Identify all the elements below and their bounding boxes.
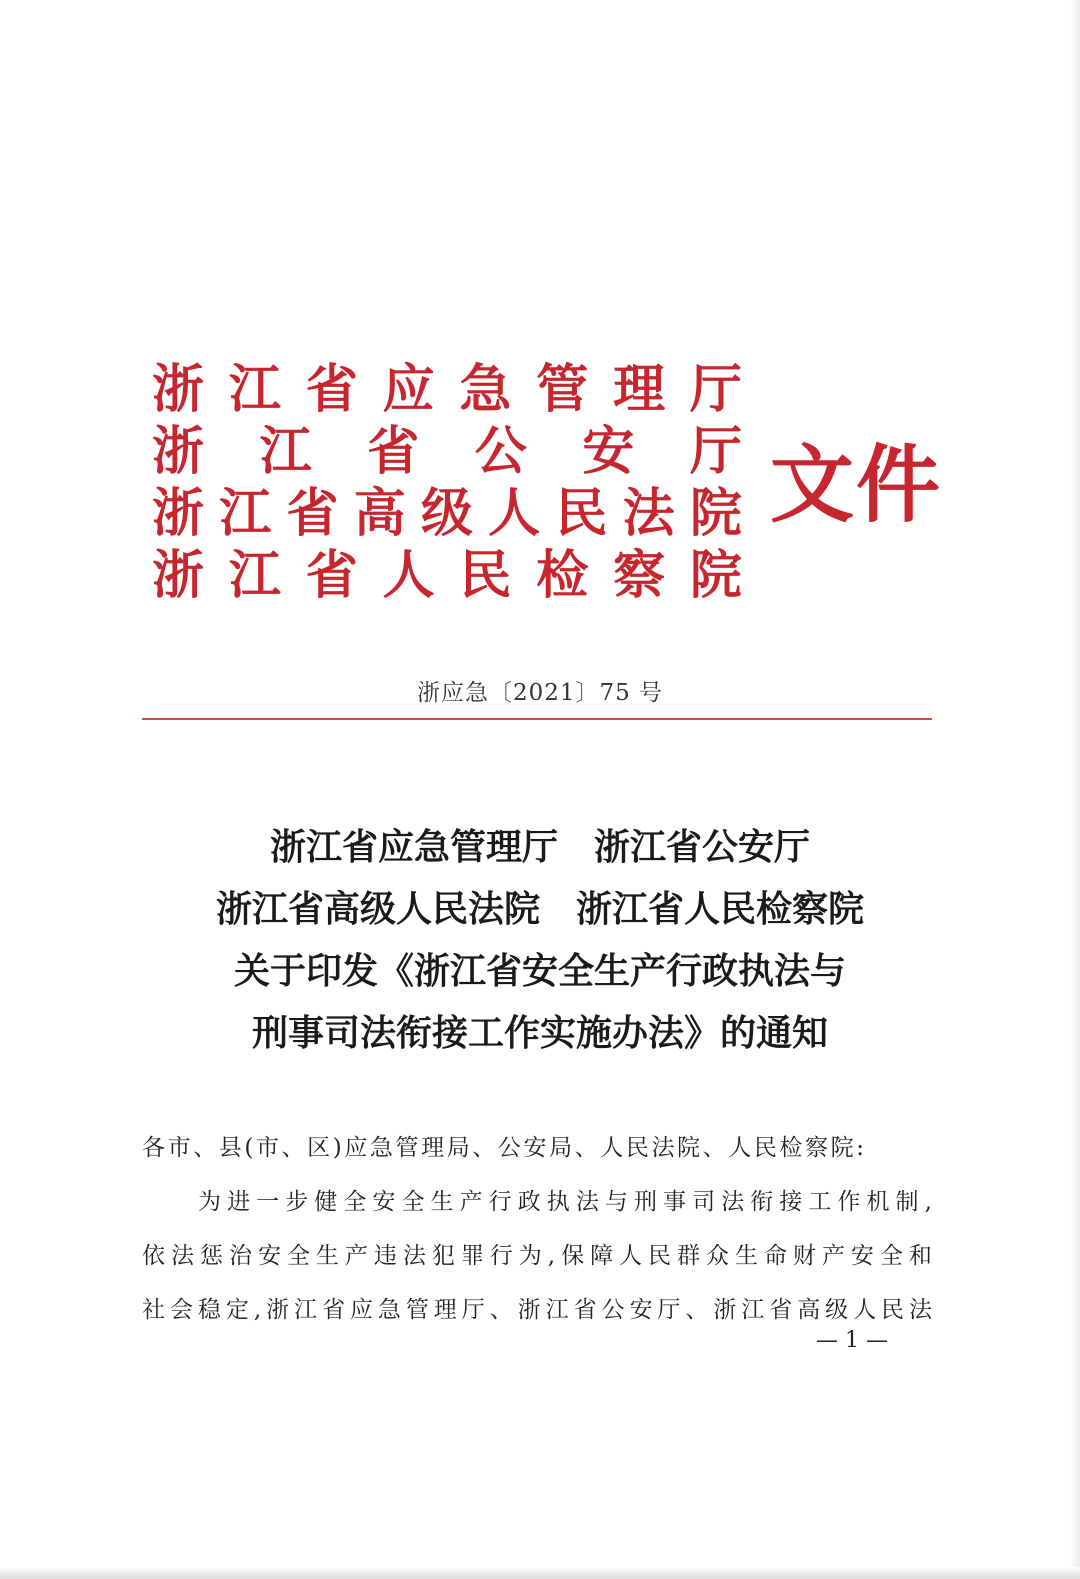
- agency-char: 安: [582, 421, 635, 482]
- agency-char: 察: [613, 545, 666, 606]
- body-char: 急: [369, 1135, 393, 1161]
- body-char: 、: [702, 1135, 726, 1161]
- body-char: 管: [395, 1135, 419, 1161]
- body-char: 稳: [197, 1297, 221, 1323]
- agency-char: 浙: [152, 359, 205, 420]
- body-char: 障: [590, 1243, 614, 1269]
- body-char: 制: [895, 1189, 919, 1215]
- body-char: ): [332, 1135, 342, 1161]
- body-char: ,: [547, 1243, 556, 1269]
- body-char: 众: [706, 1243, 729, 1269]
- page-bottom-shadow: [0, 1567, 1080, 1579]
- body-char: 工: [808, 1189, 832, 1215]
- agency-char: 民: [555, 483, 608, 544]
- agency-char: 法: [622, 483, 675, 544]
- body-char: 安: [257, 1243, 281, 1269]
- body-char: 厅: [461, 1297, 485, 1323]
- body-char: 民: [881, 1297, 905, 1323]
- agency-char: 浙: [152, 545, 205, 606]
- body-char: 区: [307, 1135, 331, 1161]
- body-char: 和: [908, 1243, 932, 1269]
- agency-char: 院: [689, 483, 742, 544]
- body-char: 全: [401, 1189, 425, 1215]
- agency-char: 江: [259, 421, 312, 482]
- agency-char: 人: [488, 483, 541, 544]
- body-char: 察: [805, 1135, 828, 1161]
- agency-char: 高: [353, 483, 406, 544]
- body-char: 生: [315, 1243, 339, 1269]
- body-char: 人: [619, 1243, 643, 1269]
- agency-char: 省: [286, 483, 339, 544]
- body-char: ,: [924, 1189, 932, 1215]
- body-char: 、: [489, 1297, 513, 1323]
- body-char: 江: [741, 1297, 765, 1323]
- body-char: 产: [459, 1189, 483, 1215]
- agency-char: 管: [536, 359, 589, 420]
- body-char: 犯: [431, 1243, 455, 1269]
- page-number: — 1 —: [816, 1328, 888, 1353]
- body-char: 理: [421, 1135, 445, 1161]
- body-char: 执: [546, 1189, 570, 1215]
- body-char: 检: [779, 1135, 803, 1161]
- body-char: 行: [489, 1243, 513, 1269]
- body-char: 治: [228, 1243, 252, 1269]
- body-char: 理: [433, 1297, 457, 1323]
- agency-char: 公: [474, 421, 527, 482]
- agency-line-emergency: [152, 360, 742, 420]
- body-char: 省: [573, 1297, 597, 1323]
- agency-line-police: [152, 422, 742, 482]
- agency-char: 级: [420, 483, 473, 544]
- body-char: 生: [734, 1243, 758, 1269]
- body-char: 法: [909, 1297, 932, 1323]
- body-char: 、: [281, 1135, 305, 1161]
- agency-char: 江: [228, 545, 281, 606]
- body-char: 、: [193, 1135, 217, 1161]
- body-char: 省: [321, 1297, 345, 1323]
- body-char: 法: [575, 1189, 599, 1215]
- body-char: 接: [779, 1189, 803, 1215]
- body-char: 安: [523, 1135, 547, 1161]
- agency-char: 江: [228, 359, 281, 420]
- body-char: 县: [218, 1135, 242, 1161]
- body-char: 法: [651, 1135, 675, 1161]
- body-char: 江: [545, 1297, 569, 1323]
- body-char: 浙: [266, 1297, 290, 1323]
- body-char: 财: [792, 1243, 816, 1269]
- body-char: 公: [601, 1297, 625, 1323]
- body-char: 全: [879, 1243, 903, 1269]
- body-char: 民: [753, 1135, 777, 1161]
- agency-char: 浙: [152, 421, 205, 482]
- body-char: 惩: [199, 1243, 223, 1269]
- body-char: 安: [850, 1243, 874, 1269]
- body-char: 应: [344, 1135, 368, 1161]
- body-char: 市: [255, 1135, 279, 1161]
- agency-char: 厅: [689, 359, 742, 420]
- page-edge-shadow: [1070, 0, 1080, 1579]
- body-char: 厅: [657, 1297, 681, 1323]
- body-char: 高: [797, 1297, 821, 1323]
- body-paragraph-line-2: [142, 1238, 932, 1274]
- body-char: 健: [314, 1189, 338, 1215]
- body-char: 为: [198, 1189, 221, 1215]
- title-line-3: 关于印发《浙江省安全生产行政执法与: [233, 950, 846, 992]
- body-char: 人: [728, 1135, 752, 1161]
- body-char: 为: [518, 1243, 542, 1269]
- body-char: 作: [837, 1189, 861, 1215]
- body-char: 江: [294, 1297, 318, 1323]
- body-char: 与: [604, 1189, 628, 1215]
- body-char: 保: [561, 1243, 585, 1269]
- body-char: 民: [648, 1243, 672, 1269]
- body-char: 安: [372, 1189, 396, 1215]
- body-char: 、: [472, 1135, 496, 1161]
- body-char: 人: [853, 1297, 877, 1323]
- body-char: 社: [142, 1297, 165, 1323]
- body-char: 罪: [460, 1243, 484, 1269]
- agency-char: 院: [689, 545, 742, 606]
- body-char: 局: [549, 1135, 573, 1161]
- body-char: 院: [677, 1135, 701, 1161]
- body-char: 群: [677, 1243, 701, 1269]
- body-char: ,: [253, 1297, 262, 1323]
- body-char: 人: [600, 1135, 624, 1161]
- document-type-label: 文件: [770, 435, 943, 534]
- agency-char: 省: [305, 545, 358, 606]
- body-char: :: [856, 1135, 864, 1161]
- agency-char: 急: [459, 359, 512, 420]
- body-paragraph-line-1: [198, 1184, 932, 1220]
- body-char: 法: [721, 1189, 745, 1215]
- body-char: 违: [373, 1243, 397, 1269]
- agency-char: 应: [382, 359, 435, 420]
- body-char: 浙: [713, 1297, 737, 1323]
- body-char: 行: [488, 1189, 512, 1215]
- body-char: 局: [446, 1135, 470, 1161]
- agency-char: 人: [382, 545, 435, 606]
- agency-char: 检: [536, 545, 589, 606]
- red-divider: [142, 718, 932, 720]
- body-char: 公: [497, 1135, 521, 1161]
- title-line-4: 刑事司法衔接工作实施办法》的通知: [251, 1012, 828, 1054]
- body-char: 应: [349, 1297, 373, 1323]
- body-char: 衔: [750, 1189, 774, 1215]
- body-char: 产: [344, 1243, 368, 1269]
- body-char: 生: [430, 1189, 454, 1215]
- body-char: 、: [685, 1297, 709, 1323]
- title-line-2: 浙江省高级人民法院 浙江省人民检察院: [215, 888, 864, 930]
- body-char: 院: [830, 1135, 854, 1161]
- agency-line-court: [152, 484, 742, 544]
- body-char: 进: [227, 1189, 251, 1215]
- body-char: 管: [405, 1297, 429, 1323]
- agency-line-procuratorate: [152, 546, 742, 606]
- document-number: 浙应急〔2021〕75 号: [416, 680, 664, 706]
- body-char: 省: [769, 1297, 793, 1323]
- agency-char: 理: [613, 359, 666, 420]
- body-char: 全: [286, 1243, 310, 1269]
- body-char: 法: [170, 1243, 194, 1269]
- body-char: 机: [866, 1189, 890, 1215]
- body-char: 市: [167, 1135, 191, 1161]
- body-char: 步: [285, 1189, 309, 1215]
- body-char: 全: [343, 1189, 367, 1215]
- body-char: 定: [225, 1297, 249, 1323]
- body-char: 法: [402, 1243, 426, 1269]
- body-char: 依: [142, 1243, 165, 1269]
- agency-char: 浙: [152, 483, 205, 544]
- agency-char: 省: [367, 421, 420, 482]
- body-char: 会: [169, 1297, 193, 1323]
- body-char: 刑: [633, 1189, 657, 1215]
- body-char: 各: [142, 1135, 165, 1161]
- body-char: 级: [825, 1297, 849, 1323]
- body-char: 急: [377, 1297, 401, 1323]
- salutation: [142, 1130, 864, 1166]
- body-char: 一: [256, 1189, 280, 1215]
- body-char: 、: [574, 1135, 598, 1161]
- body-char: 命: [763, 1243, 787, 1269]
- body-char: 浙: [517, 1297, 541, 1323]
- body-char: 安: [629, 1297, 653, 1323]
- body-char: 政: [517, 1189, 541, 1215]
- agency-char: 江: [219, 483, 272, 544]
- body-char: (: [244, 1135, 254, 1161]
- agency-char: 厅: [689, 421, 742, 482]
- body-char: 司: [692, 1189, 716, 1215]
- body-char: 民: [625, 1135, 649, 1161]
- agency-char: 省: [305, 359, 358, 420]
- agency-char: 民: [459, 545, 512, 606]
- title-line-1: 浙江省应急管理厅 浙江省公安厅: [269, 826, 810, 868]
- body-paragraph-line-3: [142, 1292, 932, 1328]
- body-char: 事: [663, 1189, 686, 1215]
- body-char: 产: [821, 1243, 845, 1269]
